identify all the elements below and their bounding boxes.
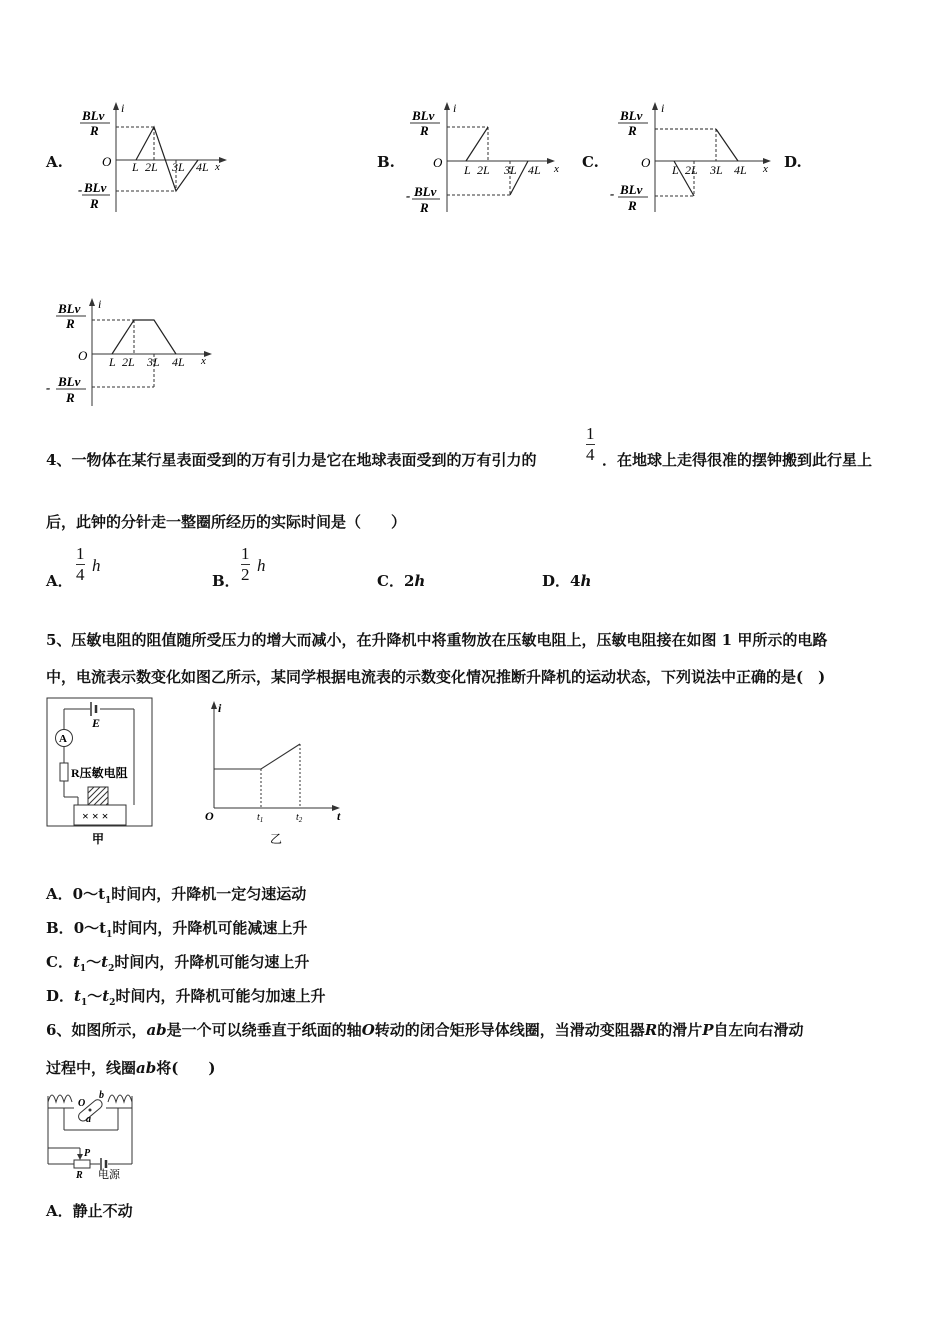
- q6-option-a: A．静止不动: [46, 1202, 133, 1220]
- svg-text:O: O: [78, 348, 88, 363]
- figure-jia-caption: 甲: [92, 832, 105, 846]
- q5-stem-line1: 5、压敏电阻的阻值随所受压力的增大而减小，在升降机中将重物放在压敏电阻上，压敏电阻接在如图 1 甲所示的电路: [46, 631, 828, 649]
- option-a-label: A.: [46, 153, 63, 171]
- graph-pos-top: BLv: [82, 108, 105, 123]
- svg-text:-: -: [46, 380, 51, 395]
- svg-text:i: i: [218, 701, 222, 715]
- q6-figure-solenoid: [44, 1086, 140, 1182]
- option-b-label: B.: [377, 153, 395, 171]
- svg-text:t1: $t_1$: [257, 812, 264, 824]
- svg-text:R: R: [76, 1170, 83, 1181]
- option-c-label: C.: [582, 153, 599, 171]
- svg-text:电源: 电源: [98, 1169, 120, 1181]
- svg-text:R: R: [90, 196, 99, 211]
- svg-text:3L: 3L: [172, 160, 185, 174]
- svg-text:i: i: [98, 297, 102, 311]
- svg-text:i: i: [661, 101, 665, 115]
- svg-text:R: R: [420, 123, 429, 138]
- svg-text:P: P: [84, 1148, 91, 1159]
- q4-fraction: 1 4: [586, 424, 595, 464]
- svg-text:BLv: BLv: [84, 180, 107, 195]
- rheostat-icon: [74, 1160, 90, 1168]
- svg-text:x: x: [554, 163, 559, 175]
- svg-text:L: L: [464, 163, 471, 177]
- svg-text:O: O: [641, 155, 651, 170]
- svg-text:BLv: BLv: [620, 182, 643, 197]
- q4-option-a-unit: h: [92, 556, 101, 575]
- svg-text:R: R: [420, 200, 429, 215]
- q4-stem-line1-end: ．在地球上走得很准的摆钟搬到此行星上: [602, 451, 873, 469]
- svg-text:2L: 2L: [145, 160, 158, 174]
- svg-text:L: L: [109, 355, 116, 369]
- svg-text:BLv: BLv: [412, 108, 435, 123]
- q4-option-b-fraction: 1 2: [241, 544, 250, 584]
- svg-text:BLv: BLv: [58, 301, 81, 316]
- svg-text:L: L: [672, 163, 679, 177]
- svg-text:E: E: [92, 716, 101, 730]
- coil-right-icon: [108, 1095, 132, 1102]
- svg-text:R: R: [66, 316, 75, 331]
- svg-text:t2: $t_2$: [296, 812, 303, 824]
- svg-text:-: -: [610, 186, 615, 201]
- svg-text:A: A: [59, 733, 67, 745]
- svg-text:x: x: [763, 163, 768, 175]
- svg-text:R: R: [66, 390, 75, 405]
- svg-text:-: -: [406, 188, 411, 203]
- q4-option-a-fraction: 1 4: [76, 544, 85, 584]
- svg-text:R压敏电阻: R压敏电阻: [71, 766, 128, 780]
- q5-option-c: C．$t_1\sim t_2$时间内，升降机可能匀速上升: [46, 953, 310, 974]
- svg-text:3L: 3L: [504, 163, 517, 177]
- svg-text:x: x: [215, 161, 220, 173]
- q4-stem-line1: 4、一物体在某行星表面受到的万有引力是它在地球表面受到的万有引力的: [46, 451, 537, 469]
- svg-text:BLv: BLv: [58, 374, 81, 389]
- svg-text:O: O: [102, 154, 112, 169]
- q5-option-d: D．$t_1\sim t_2$时间内，升降机可能匀加速上升: [46, 987, 326, 1008]
- svg-text:3L: 3L: [147, 355, 160, 369]
- svg-text:BLv: BLv: [414, 184, 437, 199]
- svg-text:O: O: [78, 1098, 86, 1109]
- graph-option-d: [44, 296, 219, 411]
- svg-text:× × ×: × × ×: [82, 809, 109, 823]
- q4-option-b: B．: [212, 572, 240, 590]
- coil-left-icon: [48, 1095, 72, 1102]
- q5-option-a: A．$0\sim t_1$时间内，升降机一定匀速运动: [46, 885, 307, 906]
- current-curve: [214, 744, 300, 769]
- q4-stem-line2: 后，此钟的分针走一整圈所经历的实际时间是（ ）: [46, 513, 407, 531]
- figure-jia-circuit: [46, 697, 154, 847]
- svg-text:O: O: [433, 155, 443, 170]
- figure-yi-graph: [200, 700, 350, 848]
- graph-option-b: [402, 100, 567, 215]
- graph-option-a: [72, 100, 232, 215]
- svg-text:O: O: [205, 809, 214, 823]
- q6-stem-line1: 6、如图所示，ab是一个可以绕垂直于纸面的轴O转动的闭合矩形导体线圈，当滑动变阻器R的滑片P自左向右滑动: [46, 1021, 804, 1039]
- svg-text:x: x: [201, 355, 206, 367]
- svg-text:a: a: [86, 1114, 91, 1125]
- svg-text:R: R: [628, 198, 637, 213]
- svg-text:L: L: [132, 160, 139, 174]
- svg-text:BLv: BLv: [620, 108, 643, 123]
- q4-option-a: A．: [46, 572, 73, 590]
- svg-text:4L: 4L: [196, 160, 209, 174]
- svg-text:2L: 2L: [685, 163, 698, 177]
- q4-option-d: D．4h: [542, 572, 592, 590]
- svg-text:4L: 4L: [172, 355, 185, 369]
- svg-text:i: i: [121, 101, 125, 115]
- current-curve: [136, 127, 198, 191]
- svg-text:3L: 3L: [710, 163, 723, 177]
- svg-text:-: -: [78, 182, 83, 197]
- svg-text:R: R: [90, 123, 99, 138]
- resistor-icon: [60, 763, 68, 781]
- svg-text:4L: 4L: [734, 163, 747, 177]
- svg-text:2L: 2L: [477, 163, 490, 177]
- graph-option-c: [608, 100, 778, 215]
- svg-text:4L: 4L: [528, 163, 541, 177]
- svg-text:2L: 2L: [122, 355, 135, 369]
- svg-text:R: R: [628, 123, 637, 138]
- q4-option-b-unit: h: [257, 556, 266, 575]
- svg-text:b: b: [99, 1090, 104, 1101]
- option-d-label: D.: [784, 153, 802, 171]
- svg-text:t: t: [337, 809, 341, 823]
- q5-option-b: B．$0\sim t_1$时间内，升降机可能减速上升: [46, 919, 308, 940]
- q5-stem-line2: 中，电流表示数变化如图乙所示，某同学根据电流表的示数变化情况推断升降机的运动状态，下列说法中正确的是( ): [46, 668, 826, 686]
- q4-option-c: C．2h: [377, 572, 426, 590]
- figure-yi-caption: 乙: [270, 832, 283, 846]
- svg-text:i: i: [453, 101, 457, 115]
- q6-stem-line2: 过程中，线圈ab将( ): [46, 1059, 216, 1077]
